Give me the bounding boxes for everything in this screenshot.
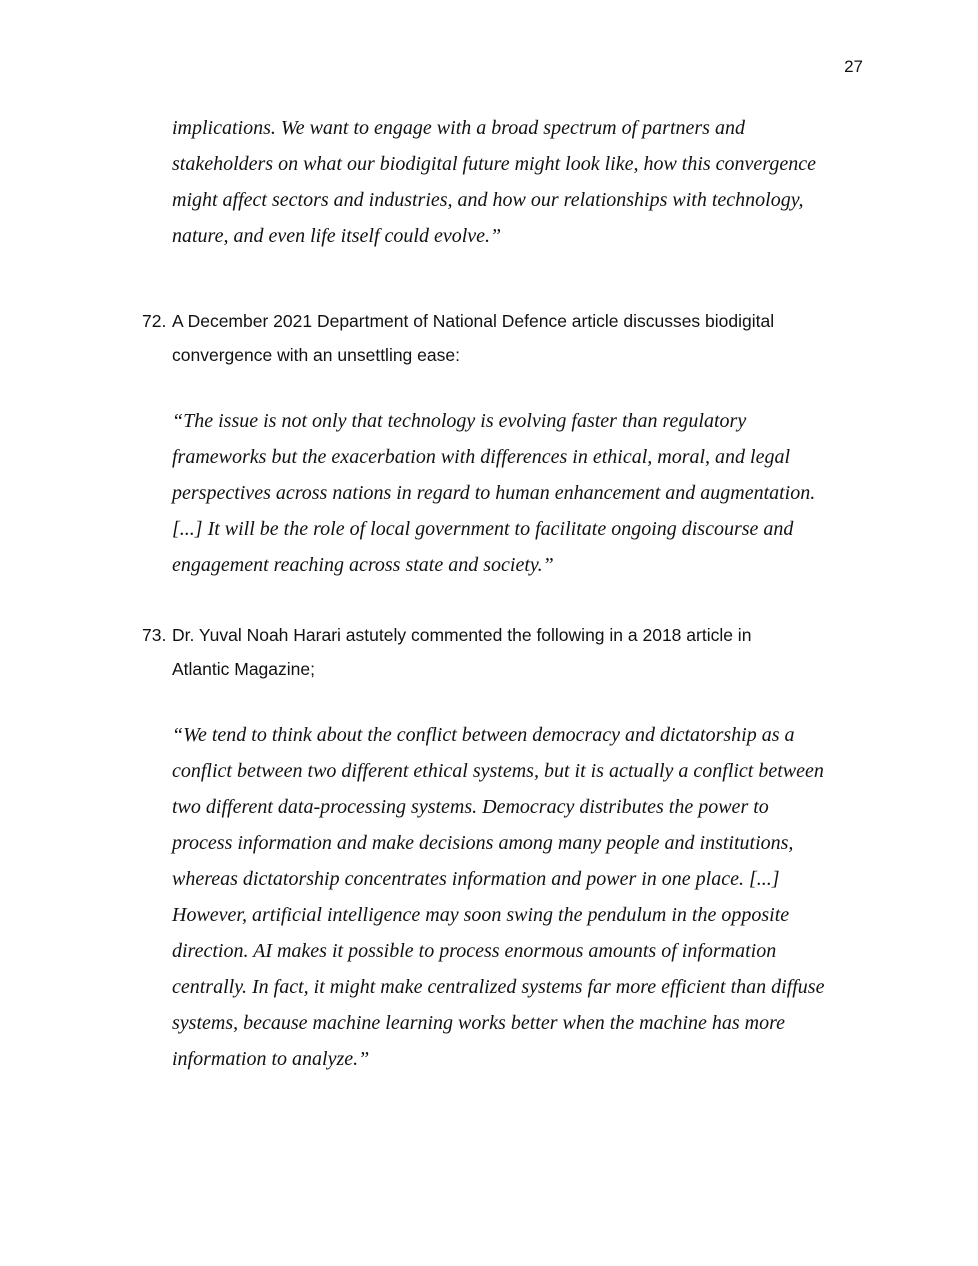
paragraph-number: 73. [142, 625, 167, 645]
quote-line: systems, because machine learning works better when the machine has more [172, 1012, 786, 1034]
quote-line: stakeholders on what our biodigital future might look like, how this convergence [172, 153, 816, 175]
quote-line: However, artificial intelligence may soon swing the pendulum in the opposite [172, 904, 790, 926]
page-number: 27 [844, 57, 863, 76]
quote-line: frameworks but the exacerbation with differences in ethical, moral, and legal [172, 446, 791, 468]
quote-line: centrally. In fact, it might make centralized systems far more efficient than diffuse [172, 976, 825, 998]
quote-line: might affect sectors and industries, and how our relationships with technology, [172, 189, 804, 211]
quote-line: conflict between two different ethical systems, but it is actually a conflict between [172, 760, 824, 782]
block-quote-harari [172, 717, 872, 1077]
quote-line: perspectives across nations in regard to human enhancement and augmentation. [172, 482, 816, 504]
quote-line: information to analyze.” [172, 1048, 370, 1070]
paragraph-line: A December 2021 Department of National Defence article discusses biodigital [172, 311, 775, 331]
paragraph-number: 72. [142, 311, 167, 331]
quote-line: whereas dictatorship concentrates information and power in one place. [...] [172, 868, 780, 890]
paragraph-line: Atlantic Magazine; [172, 659, 315, 679]
quote-line: direction. AI makes it possible to process enormous amounts of information [172, 940, 777, 962]
numbered-paragraph-72 [142, 304, 862, 372]
quote-line: engagement reaching across state and society.” [172, 554, 554, 576]
block-quote-continued [172, 110, 872, 254]
quote-line: “The issue is not only that technology is evolving faster than regulatory [172, 410, 747, 432]
quote-line: process information and make decisions among many people and institutions, [172, 832, 794, 854]
paragraph-line: Dr. Yuval Noah Harari astutely commented the following in a 2018 article in [172, 625, 752, 645]
block-quote-defence-article [172, 403, 872, 583]
paragraph-line: convergence with an unsettling ease: [172, 345, 460, 365]
quote-line: [...] It will be the role of local government to facilitate ongoing discourse and [172, 518, 794, 540]
quote-line: “We tend to think about the conflict between democracy and dictatorship as a [172, 724, 795, 746]
paragraph-body [172, 304, 862, 372]
quote-line: nature, and even life itself could evolve.” [172, 225, 502, 247]
quote-line: implications. We want to engage with a broad spectrum of partners and [172, 117, 745, 139]
quote-line: two different data-processing systems. Democracy distributes the power to [172, 796, 769, 818]
numbered-paragraph-73 [142, 618, 862, 686]
paragraph-body [172, 618, 862, 686]
